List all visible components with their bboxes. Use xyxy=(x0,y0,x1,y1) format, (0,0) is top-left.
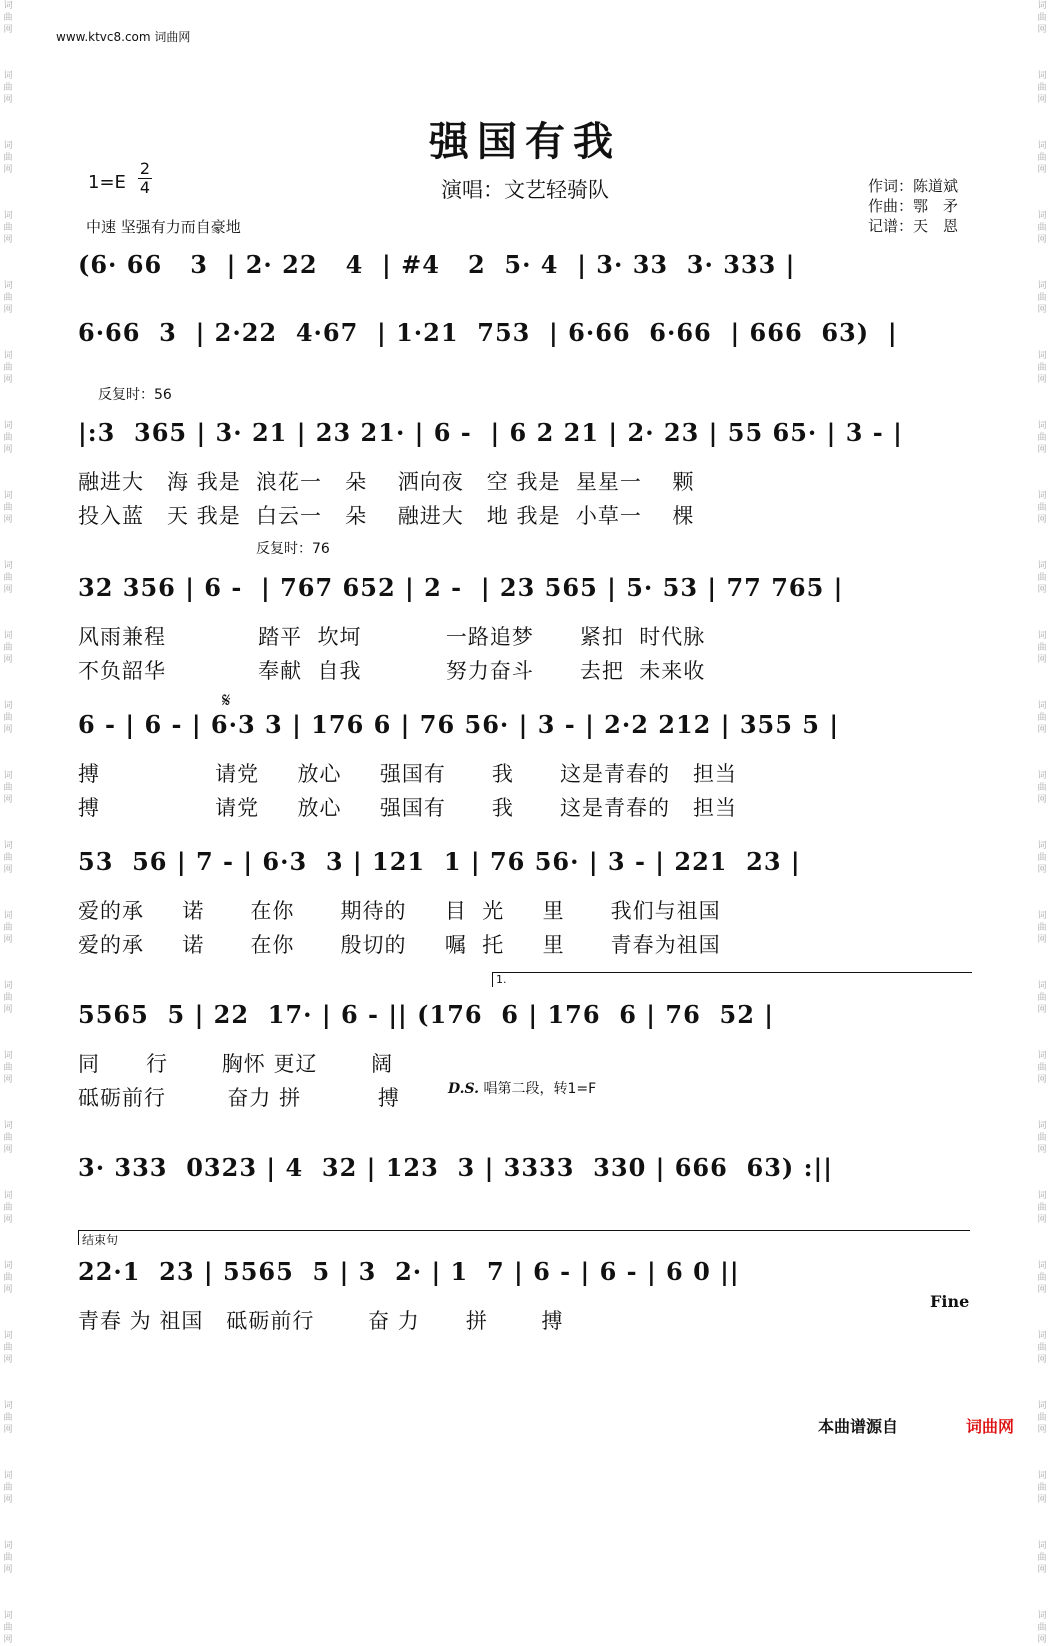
source-label: 本曲谱源自 xyxy=(818,1417,899,1436)
key-signature: 1=E xyxy=(88,172,126,193)
watermark-text: 词曲网 xyxy=(1037,71,1047,105)
credits xyxy=(868,176,958,236)
watermark-text: 词曲网 xyxy=(3,1051,13,1085)
watermark-text: 词曲网 xyxy=(1037,1471,1047,1505)
lyric-verse-1: 融进大 海 我是 浪花一 朵 洒向夜 空 我是 星星一 颗 xyxy=(78,470,695,494)
lyric-verse-1: 搏 请党 放心 强国有 我 这是青春的 担当 xyxy=(78,762,738,786)
fine-mark: Fine xyxy=(930,1292,970,1311)
lyric-verse-2: 爱的承 诺 在你 殷切的 嘱 托 里 青春为祖国 xyxy=(78,933,721,957)
watermark-text: 词曲网 xyxy=(1037,1121,1047,1155)
watermark-text: 词曲网 xyxy=(1037,1541,1047,1575)
watermark-text: 词曲网 xyxy=(1037,911,1047,945)
lyric-verse-2: 砥砺前行 奋力 拼 搏 xyxy=(78,1086,400,1110)
composer: 作曲：鄂 矛 xyxy=(868,197,959,215)
watermark-text: 词曲网 xyxy=(1037,1191,1047,1225)
notation-line: |:3 365 | 3· 21 | 23 21· | 6 - | 6 2 21 | 2· 23 | 55 65· | 3 - | xyxy=(78,418,903,447)
singer: 演唱：文艺轻骑队 xyxy=(441,178,609,202)
right-watermark-strip xyxy=(1034,0,1050,1645)
watermark-text: 词曲网 xyxy=(3,1611,13,1645)
lyric-verse-2: 搏 请党 放心 强国有 我 这是青春的 担当 xyxy=(78,796,738,820)
watermark-text: 词曲网 xyxy=(1037,561,1047,595)
lyricist: 作词：陈道斌 xyxy=(868,177,959,195)
notation-line: 22·1 23 | 5565 5 | 3 2· | 1 7 | 6 - | 6 - | 6 0 || xyxy=(78,1257,740,1286)
volta-bracket: 1. xyxy=(492,972,972,987)
watermark-text: 词曲网 xyxy=(3,71,13,105)
repeat-note-2: 反复时：76 xyxy=(256,541,330,557)
repeat-note-1: 反复时：56 xyxy=(98,387,172,403)
watermark-text: 词曲网 xyxy=(3,1121,13,1155)
ds-instruction xyxy=(448,1078,596,1098)
watermark-text: 词曲网 xyxy=(3,1191,13,1225)
watermark-text: 词曲网 xyxy=(1037,981,1047,1015)
watermark-text: 词曲网 xyxy=(1037,421,1047,455)
notation-line: 5565 5 | 22 17· | 6 - || (176 6 | 176 6 | 76 52 | xyxy=(78,1000,774,1029)
watermark-text: 词曲网 xyxy=(1037,841,1047,875)
watermark-text: 词曲网 xyxy=(3,701,13,735)
watermark-text: 词曲网 xyxy=(1037,1401,1047,1435)
notation-line: (6· 66 3 | 2· 22 4 | #4 2 5· 4 | 3· 33 3· 333 | xyxy=(78,250,796,279)
ds-mark: D.S. xyxy=(448,1081,480,1097)
watermark-text: 词曲网 xyxy=(3,491,13,525)
watermark-text: 词曲网 xyxy=(3,1541,13,1575)
watermark-text: 词曲网 xyxy=(3,981,13,1015)
watermark-text: 词曲网 xyxy=(1037,1611,1047,1645)
lyric-verse-2: 投入蓝 天 我是 白云一 朵 融进大 地 我是 小草一 棵 xyxy=(78,504,695,528)
watermark-text: 词曲网 xyxy=(3,911,13,945)
time-signature-bottom: 4 xyxy=(139,178,151,197)
lyric-verse-1: 青春 为 祖国 砥砺前行 奋 力 拼 搏 xyxy=(78,1309,564,1333)
source-site: 词曲网 xyxy=(966,1417,1015,1436)
lyric-verse-1: 爱的承 诺 在你 期待的 目 光 里 我们与祖国 xyxy=(78,899,721,923)
notation-line: 6 - | 6 - | 6·3 3 | 176 6 | 76 56· | 3 - | 2·2 212 | 355 5 | xyxy=(78,710,840,739)
notation-line: 6·66 3 | 2·22 4·67 | 1·21 753 | 6·66 6·66 | 666 63) | xyxy=(78,318,898,347)
watermark-text: 词曲网 xyxy=(1037,141,1047,175)
notation-line: 32 356 | 6 - | 767 652 | 2 - | 23 565 | 5· 53 | 77 765 | xyxy=(78,573,844,602)
watermark-text: 词曲网 xyxy=(1037,1331,1047,1365)
watermark-text: 词曲网 xyxy=(3,1,13,35)
lyric-verse-1: 风雨兼程 踏平 坎坷 一路追梦 紧扣 时代脉 xyxy=(78,625,706,649)
watermark-text: 词曲网 xyxy=(1037,211,1047,245)
ending-bracket: 结束句 xyxy=(78,1230,970,1245)
watermark-text: 词曲网 xyxy=(3,1401,13,1435)
watermark-text: 词曲网 xyxy=(3,281,13,315)
watermark-text: 词曲网 xyxy=(1037,701,1047,735)
watermark-text: 词曲网 xyxy=(1037,1261,1047,1295)
watermark-text: 词曲网 xyxy=(3,841,13,875)
watermark-text: 词曲网 xyxy=(1037,351,1047,385)
page-title: 强国有我 xyxy=(429,119,621,165)
watermark-text: 词曲网 xyxy=(1037,1,1047,35)
lyric-verse-2: 不负韶华 奉献 自我 努力奋斗 去把 未来收 xyxy=(78,659,706,683)
left-watermark-strip xyxy=(0,0,16,1645)
watermark-text: 词曲网 xyxy=(3,631,13,665)
watermark-text: 词曲网 xyxy=(3,1261,13,1295)
watermark-text: 词曲网 xyxy=(1037,491,1047,525)
notation-line: 3· 333 0323 | 4 32 | 123 3 | 3333 330 | 666 63) :|| xyxy=(78,1153,833,1182)
tempo-marking: 中速 坚强有力而自豪地 xyxy=(86,218,241,236)
segno-icon: 𝄋 xyxy=(222,688,231,712)
watermark-text: 词曲网 xyxy=(3,211,13,245)
watermark-text: 词曲网 xyxy=(1037,771,1047,805)
watermark-text: 词曲网 xyxy=(3,1471,13,1505)
lyric-verse-1: 同 行 胸怀 更辽 阔 xyxy=(78,1052,394,1076)
watermark-text: 词曲网 xyxy=(1037,1051,1047,1085)
watermark-text: 词曲网 xyxy=(3,1331,13,1365)
time-signature-top: 2 xyxy=(139,159,151,178)
ds-text: 唱第二段，转1=F xyxy=(479,1081,597,1097)
transcriber: 记谱：天 恩 xyxy=(868,217,959,235)
watermark-text: 词曲网 xyxy=(1037,631,1047,665)
notation-line: 53 56 | 7 - | 6·3 3 | 121 1 | 76 56· | 3 - | 221 23 | xyxy=(78,847,801,876)
watermark-text: 词曲网 xyxy=(3,561,13,595)
watermark-text: 词曲网 xyxy=(3,771,13,805)
watermark-text: 词曲网 xyxy=(3,141,13,175)
watermark-text: 词曲网 xyxy=(3,351,13,385)
header-url: www.ktvc8.com 词曲网 xyxy=(56,30,191,44)
watermark-text: 词曲网 xyxy=(3,421,13,455)
watermark-text: 词曲网 xyxy=(1037,281,1047,315)
